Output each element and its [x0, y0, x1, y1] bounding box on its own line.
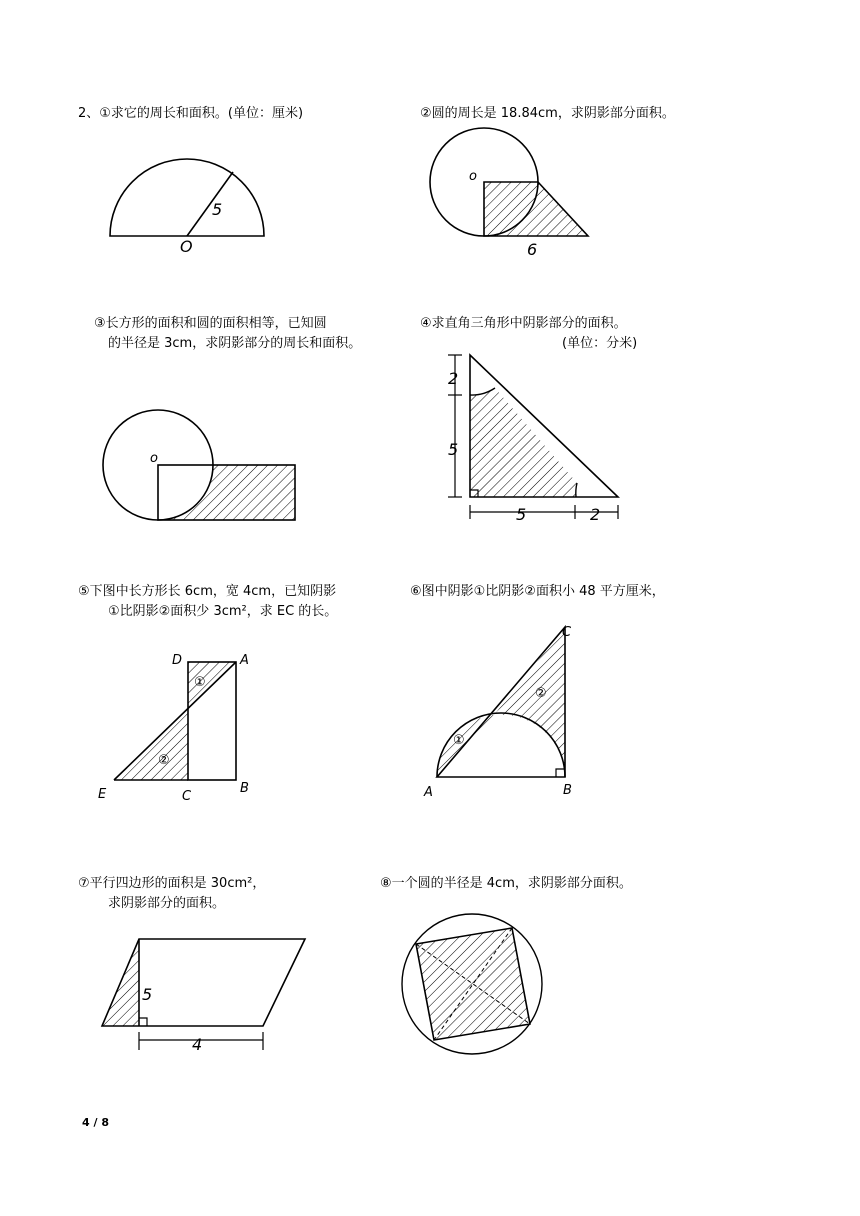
- problem-3-text-line2: 的半径是 3cm，求阴影部分的周长和面积。: [108, 336, 362, 351]
- figure-1-semicircle: [110, 159, 264, 236]
- figure-4-bottom-left-label: 5: [516, 505, 527, 524]
- figure-2-base-label: 6: [527, 240, 538, 259]
- problem-3-text-line1: ③长方形的面积和圆的面积相等，已知圆: [94, 316, 327, 331]
- figure-5-label-e: E: [98, 787, 107, 802]
- figure-7-base-label: 4: [192, 1035, 203, 1054]
- page-number: 4 / 8: [82, 1116, 109, 1129]
- figure-2-center-label: o: [469, 169, 477, 184]
- problem-8-text: ⑧一个圆的半径是 4cm，求阴影部分面积。: [380, 876, 632, 891]
- figure-6-shade-2-label: ②: [535, 686, 547, 701]
- figure-5-label-d: D: [172, 653, 183, 668]
- figure-6-label-c: C: [562, 625, 572, 640]
- figure-5-label-c: C: [182, 789, 192, 804]
- figure-2-circle-trapezoid: [430, 128, 588, 236]
- figure-4-right-triangle: [448, 355, 618, 519]
- figure-6-label-b: B: [563, 783, 572, 798]
- problem-2-text: ②圆的周长是 18.84cm，求阴影部分面积。: [420, 106, 675, 121]
- figure-7-height-label: 5: [142, 985, 153, 1004]
- figure-4-bottom-right-label: 2: [590, 505, 601, 524]
- figure-7-parallelogram: [102, 939, 305, 1050]
- figure-8-circle-square: [402, 914, 542, 1054]
- figure-4-mid-label: 5: [448, 440, 459, 459]
- figure-1-center-label: O: [180, 237, 193, 256]
- figure-5-shade-1-label: ①: [194, 675, 206, 690]
- figure-1-radius-label: 5: [212, 200, 223, 219]
- problem-1-text: 2、①求它的周长和面积。(单位：厘米): [78, 106, 304, 121]
- problem-7-text-line1: ⑦平行四边形的面积是 30cm²，: [78, 876, 266, 891]
- figure-4-top-label: 2: [448, 369, 459, 388]
- problem-6-text: ⑥图中阴影①比阴影②面积小 48 平方厘米，: [410, 584, 665, 599]
- figure-5-rectangle-triangles: [114, 662, 236, 780]
- figure-5-label-b: B: [240, 781, 249, 796]
- figure-6-triangle-semicircle: [437, 627, 565, 777]
- problem-4-text-line2: (单位：分米): [562, 336, 638, 351]
- problem-5-text-line1: ⑤下图中长方形长 6cm，宽 4cm，已知阴影: [78, 584, 337, 599]
- figure-5-shade-2-label: ②: [158, 753, 170, 768]
- problem-7-text-line2: 求阴影部分的面积。: [108, 896, 226, 911]
- figure-3-center-label: o: [150, 451, 158, 466]
- figure-6-shade-1-label: ①: [453, 733, 465, 748]
- figure-3-circle-rectangle: [103, 410, 295, 520]
- figure-5-label-a: A: [240, 653, 249, 668]
- figure-6-label-a: A: [424, 785, 433, 800]
- problem-5-text-line2: ①比阴影②面积少 3cm²，求 EC 的长。: [108, 604, 338, 619]
- problem-4-text-line1: ④求直角三角形中阴影部分的面积。: [420, 316, 627, 331]
